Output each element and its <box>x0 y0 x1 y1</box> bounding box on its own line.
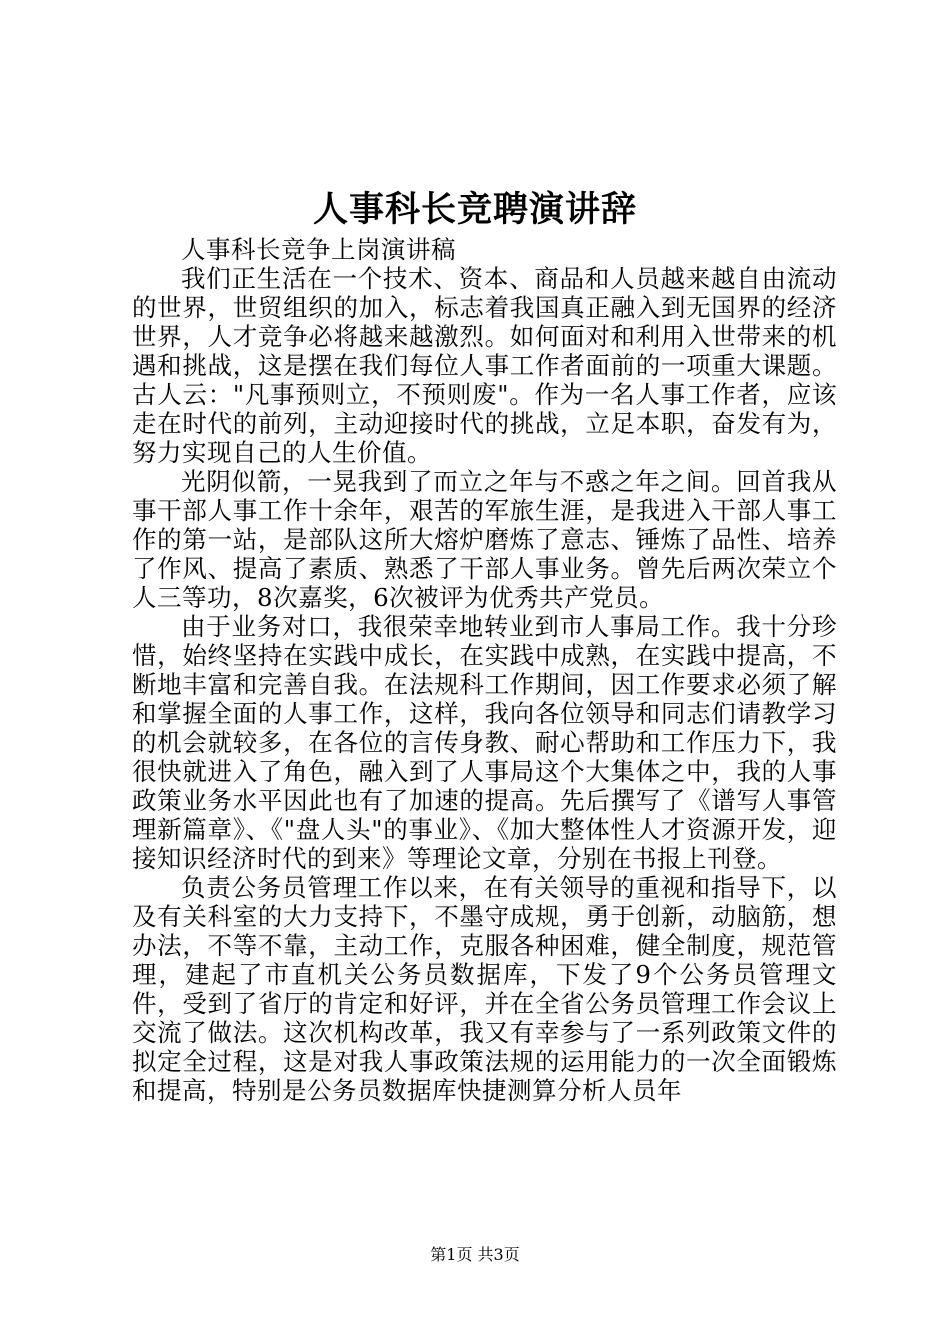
document-subtitle: 人事科长竞争上岗演讲稿 <box>181 235 456 264</box>
document-title: 人事科长竞聘演讲辞 <box>312 189 637 230</box>
page-number: 第1页 共3页 <box>430 1245 520 1264</box>
document-body <box>132 235 837 1105</box>
paragraph: 光阴似箭，一晃我到了而立之年与不惑之年之间。回首我从事干部人事工作十余年，艰苦的军旅生涯，是我进入干部人事工作的第一站，是部队这所大熔炉磨炼了意志、锤炼了品性、培养了作风、提高了素质、熟悉了干部人事业务。曾先后两次荣立个人三等功，8次嘉奖，6次被评为优秀共产党员。 <box>132 467 837 612</box>
paragraph: 我们正生活在一个技术、资本、商品和人员越来越自由流动的世界，世贸组织的加入，标志着我国真正融入到无国界的经济世界，人才竞争必将越来越激烈。如何面对和利用入世带来的机遇和挑战，这是摆在我们每位人事工作者面前的一项重大课题。古人云："凡事预则立，不预则废"。作为一名人事工作者，应该走在时代的前列，主动迎接时代的挑战，立足本职，奋发有为，努力实现自己的人生价值。 <box>132 264 837 467</box>
paragraph: 由于业务对口，我很荣幸地转业到市人事局工作。我十分珍惜，始终坚持在实践中成长，在实践中成熟，在实践中提高，不断地丰富和完善自我。在法规科工作期间，因工作要求必须了解和掌握全面的人事工作，这样，我向各位领导和同志们请教学习的机会就较多，在各位的言传身教、耐心帮助和工作压力下，我很快就进入了角色，融入到了人事局这个大集体之中，我的人事政策业务水平因此也有了加速的提高。先后撰写了《谱写人事管理新篇章》、《"盘人头"的事业》、《加大整体性人才资源开发，迎接知识经济时代的到来》等理论文章，分别在书报上刊登。 <box>132 612 837 873</box>
paragraph: 负责公务员管理工作以来，在有关领导的重视和指导下，以及有关科室的大力支持下，不墨守成规，勇于创新，动脑筋，想办法，不等不靠，主动工作，克服各种困难，健全制度，规范管理，建起了市直机关公务员数据库，下发了9个公务员管理文件，受到了省厅的肯定和好评，并在全省公务员管理工作会议上交流了做法。这次机构改革，我又有幸参与了一系列政策文件的拟定全过程，这是对我人事政策法规的运用能力的一次全面锻炼和提高，特别是公务员数据库快捷测算分析人员年 <box>132 873 837 1105</box>
